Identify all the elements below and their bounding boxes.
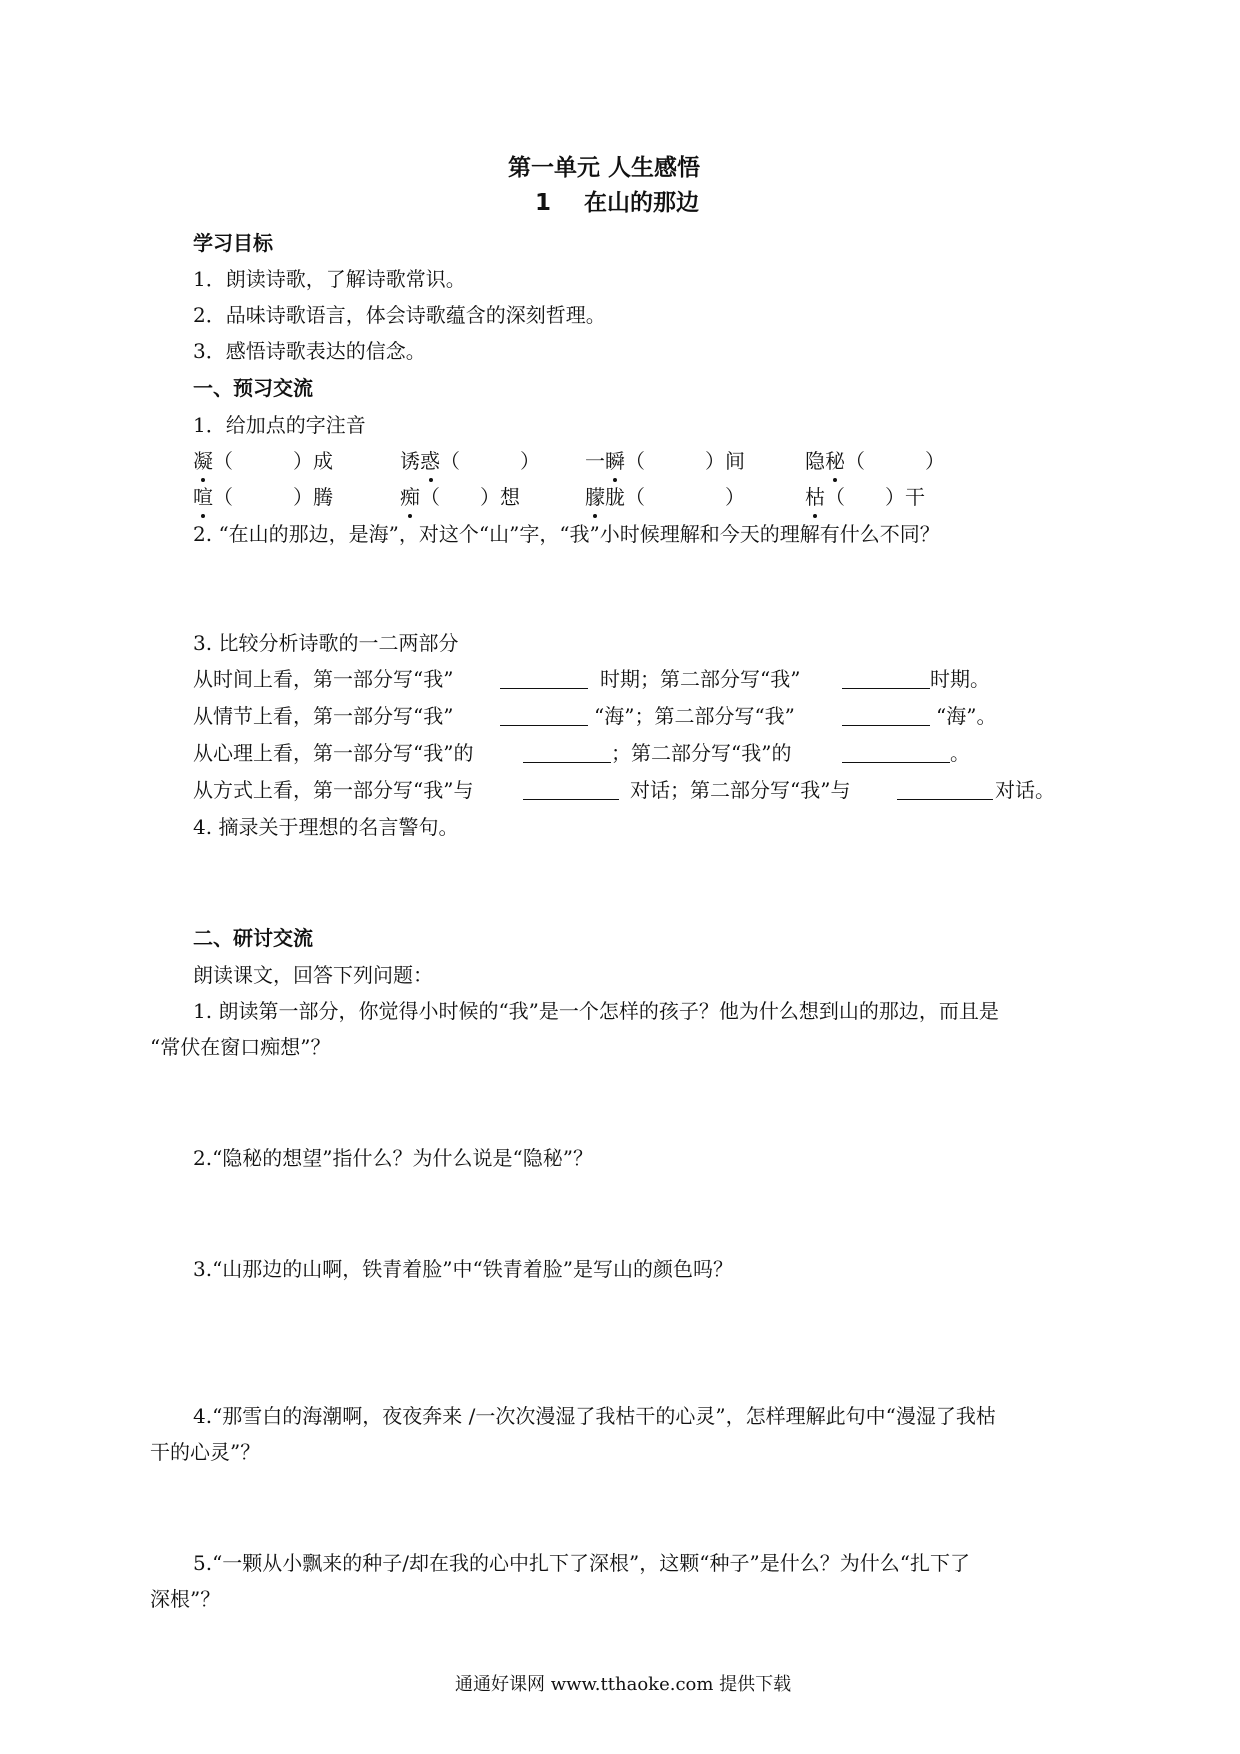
answer-blank[interactable] [500,725,588,726]
lesson-number: 1 [535,190,552,216]
compare-text: 时期。 [930,667,990,691]
compare-text: ；第二部分写“我”的 [611,741,792,765]
preview-question-3: 3. 比较分析诗歌的一二两部分 [193,631,459,655]
compare-text: 对话；第二部分写“我”与 [630,778,851,802]
pinyin-item: 枯（ ）干 [805,485,925,509]
answer-blank[interactable] [500,688,588,689]
pinyin-item: 诱惑（ ） [400,449,540,473]
discussion-question-5: 5.“一颗从小飘来的种子/却在我的心中扎下了深根”，这颗“种子”是什么？为什么“扎下了 [193,1551,970,1575]
goal-item: 2．品味诗歌语言，体会诗歌蕴含的深刻哲理。 [193,303,606,327]
pinyin-item: 一瞬（ ）间 [585,449,745,473]
footer-text: 通通好课网 www.tthaoke.com 提供下载 [455,1674,792,1695]
compare-text: “海”。 [936,704,997,728]
emphasis-dot [593,514,597,518]
discussion-question-1: 1. 朗读第一部分，你觉得小时候的“我”是一个怎样的孩子？他为什么想到山的那边，而且是 [193,999,999,1023]
discussion-question-1-cont: “常伏在窗口痴想”？ [150,1035,331,1059]
lesson-title: 在山的那边 [584,190,699,216]
pinyin-item: 凝（ ）成 [193,449,333,473]
compare-text: 对话。 [995,778,1055,802]
preview-heading: 一、预习交流 [193,376,313,400]
pinyin-item: 喧（ ）腾 [193,485,333,509]
pinyin-item: 痴（ ）想 [400,485,520,509]
discussion-question-5-cont: 深根”？ [150,1587,221,1611]
compare-text: 从情节上看，第一部分写“我” [193,704,454,728]
goal-item: 1．朗读诗歌，了解诗歌常识。 [193,267,466,291]
answer-blank[interactable] [842,725,930,726]
emphasis-dot [613,478,617,482]
emphasis-dot [408,514,412,518]
compare-text: 。 [950,741,970,765]
answer-blank[interactable] [897,799,993,800]
compare-text: 从心理上看，第一部分写“我”的 [193,741,474,765]
emphasis-dot [429,478,433,482]
unit-title: 第一单元 人生感悟 [508,155,701,181]
discussion-question-3: 3.“山那边的山啊，铁青着脸”中“铁青着脸”是写山的颜色吗？ [193,1257,733,1281]
compare-text: 时期；第二部分写“我” [600,667,801,691]
answer-blank[interactable] [842,762,950,763]
emphasis-dot [813,514,817,518]
discussion-question-2: 2.“隐秘的想望”指什么？为什么说是“隐秘”？ [193,1146,593,1170]
pinyin-item: 朦胧（ ） [585,485,745,509]
preview-question-4: 4. 摘录关于理想的名言警句。 [193,815,459,839]
preview-question-2: 2. “在山的那边，是海”，对这个“山”字，“我”小时候理解和今天的理解有什么不同？ [193,522,940,546]
compare-text: 从方式上看，第一部分写“我”与 [193,778,474,802]
pinyin-item: 隐秘（ ） [805,449,945,473]
compare-text: “海”；第二部分写“我” [594,704,795,728]
discussion-heading: 二、研讨交流 [193,926,313,950]
discussion-question-4-cont: 干的心灵”？ [150,1440,261,1464]
goal-item: 3．感悟诗歌表达的信念。 [193,339,426,363]
compare-text: 从时间上看，第一部分写“我” [193,667,454,691]
goals-heading: 学习目标 [193,231,273,255]
answer-blank[interactable] [523,762,611,763]
preview-question-1: 1．给加点的字注音 [193,413,366,437]
answer-blank[interactable] [523,799,619,800]
emphasis-dot [201,514,205,518]
discussion-intro: 朗读课文，回答下列问题： [193,963,433,987]
emphasis-dot [201,478,205,482]
answer-blank[interactable] [842,688,930,689]
emphasis-dot [833,478,837,482]
discussion-question-4: 4.“那雪白的海潮啊，夜夜奔来 /一次次漫湿了我枯干的心灵”，怎样理解此句中“漫湿了我枯 [193,1404,996,1428]
